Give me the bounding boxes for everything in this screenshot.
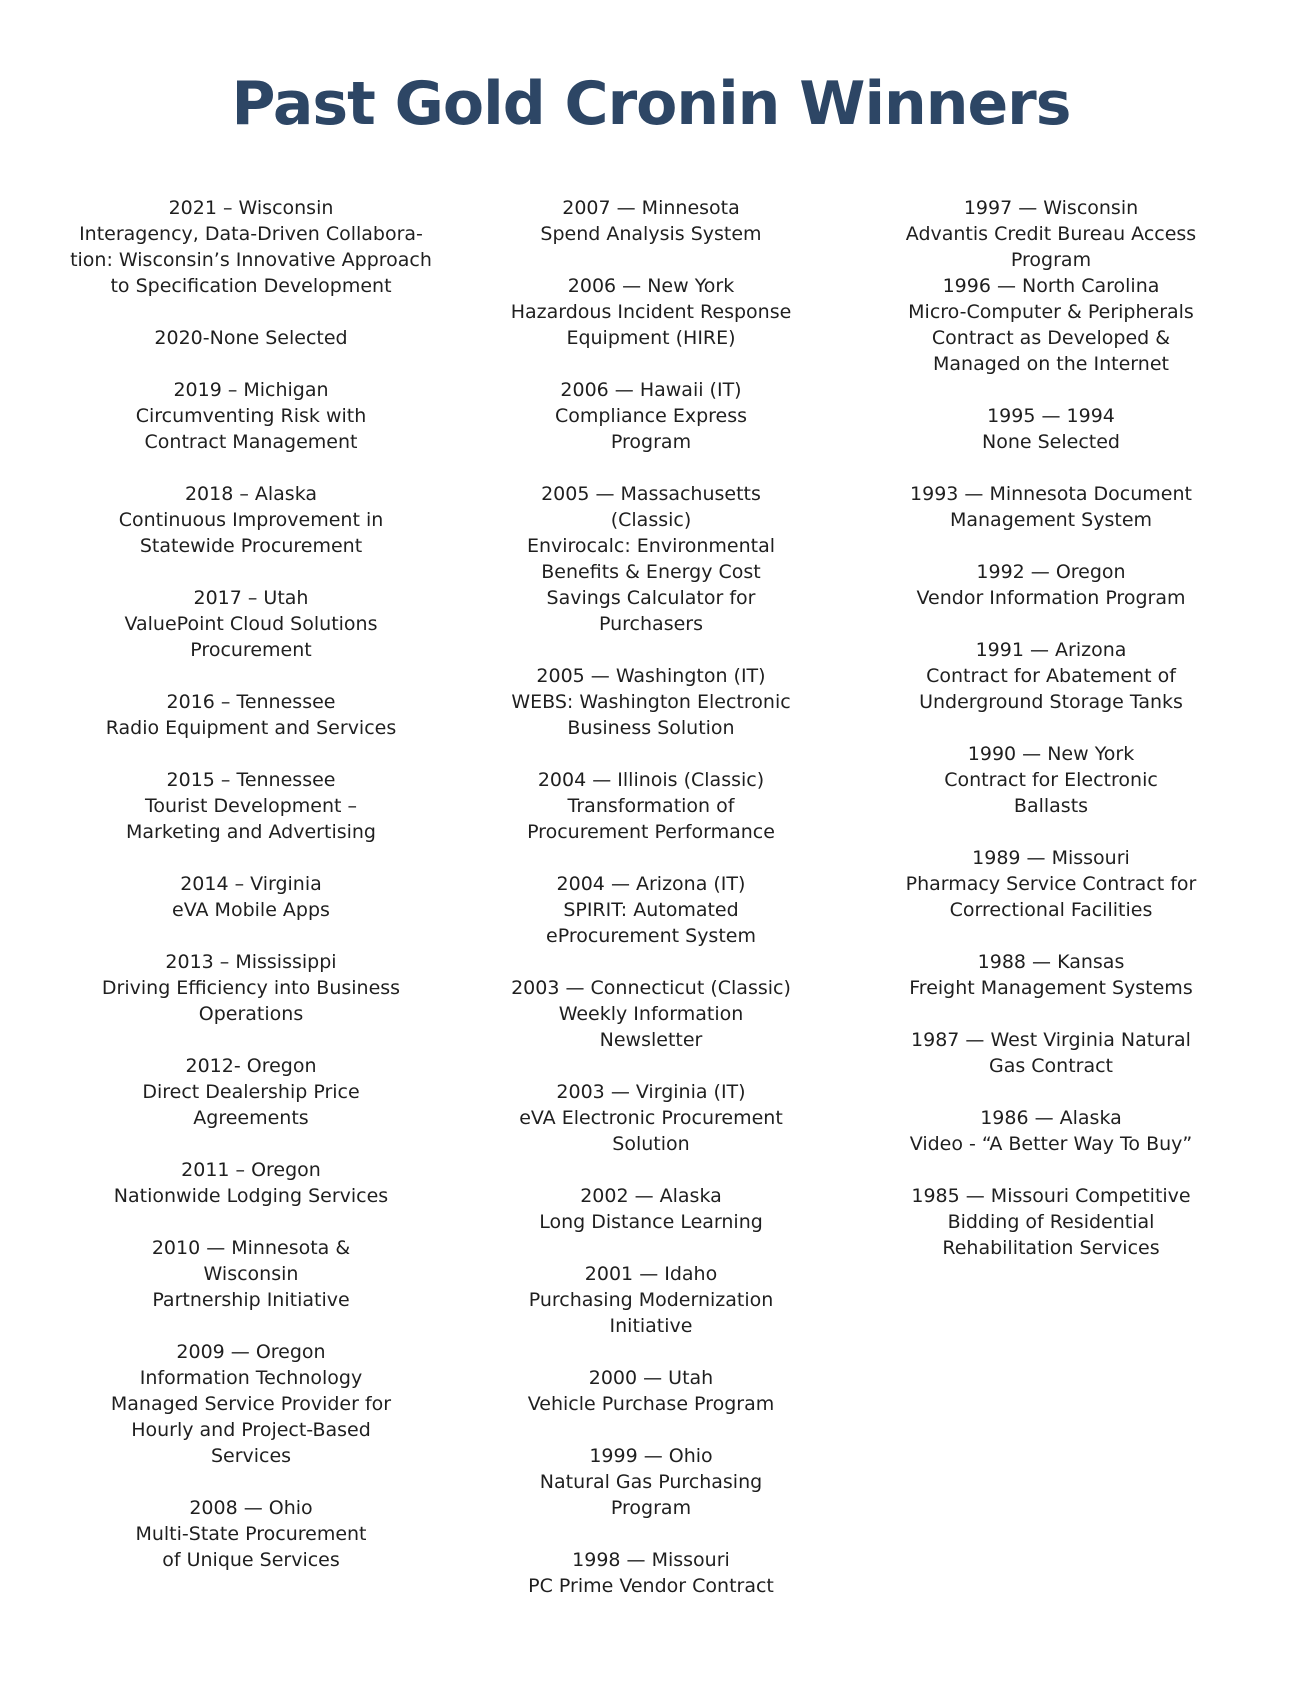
winner-project-line: eVA Electronic Procurement bbox=[519, 1107, 783, 1129]
winner-project-line: Vendor Information Program bbox=[916, 587, 1186, 609]
winner-project-line: Program bbox=[1010, 249, 1092, 271]
winner-year-state: 2011 – Oregon bbox=[181, 1159, 321, 1181]
winner-entry bbox=[851, 559, 1251, 611]
winner-entry bbox=[451, 871, 851, 949]
winner-project-line: Video - “A Better Way To Buy” bbox=[909, 1133, 1193, 1155]
winner-project-line: eProcurement System bbox=[546, 925, 756, 947]
winner-project-line: Contract as Developed & bbox=[931, 327, 1171, 349]
winner-year-state: 2007 — Minnesota bbox=[562, 197, 740, 219]
winner-year-state: 2012- Oregon bbox=[185, 1055, 317, 1077]
winner-year-state: 2006 — Hawaii (IT) bbox=[560, 379, 742, 401]
winner-project-line: SPIRIT: Automated bbox=[563, 899, 739, 921]
winner-year-state: 2006 — New York bbox=[567, 275, 735, 297]
winners-column-1 bbox=[51, 195, 451, 1599]
winner-project-line: Wisconsin bbox=[203, 1263, 299, 1285]
winner-project-line: Purchasing Modernization bbox=[528, 1289, 774, 1311]
winner-project-line: Managed Service Provider for bbox=[110, 1393, 392, 1415]
winner-project-line: Solution bbox=[612, 1133, 690, 1155]
winner-project-line: Ballasts bbox=[1013, 795, 1089, 817]
winner-entry bbox=[851, 403, 1251, 455]
winner-entry bbox=[51, 949, 451, 1027]
winner-entry bbox=[451, 1443, 851, 1521]
winner-project-line: Business Solution bbox=[567, 717, 735, 739]
winner-project-line: Program bbox=[610, 431, 692, 453]
winner-project-line: Driving Efficiency into Business bbox=[101, 977, 401, 999]
winner-project-line: Contract for Abatement of bbox=[926, 665, 1176, 687]
winner-year-state: 2004 — Arizona (IT) bbox=[556, 873, 746, 895]
winner-year-state: 2018 – Alaska bbox=[184, 483, 318, 505]
winner-project-line: Interagency, Data-Driven Collabora- bbox=[79, 223, 423, 245]
winner-year-state: 1997 — Wisconsin bbox=[963, 197, 1139, 219]
winner-project-line: eVA Mobile Apps bbox=[172, 899, 330, 921]
winner-project-line: Multi-State Procurement bbox=[135, 1523, 367, 1545]
winner-entry bbox=[51, 1495, 451, 1573]
winner-entry bbox=[451, 767, 851, 845]
page-title: Past Gold Cronin Winners bbox=[231, 69, 1071, 139]
winner-project-line: Program bbox=[610, 1497, 692, 1519]
winner-project-line: Purchasers bbox=[599, 613, 703, 635]
winner-entry bbox=[451, 481, 851, 637]
winner-entry bbox=[51, 767, 451, 845]
winner-entry bbox=[451, 1183, 851, 1235]
winner-entry bbox=[451, 377, 851, 455]
winner-year-state: 2017 – Utah bbox=[193, 587, 309, 609]
winner-year-state: 2009 — Oregon bbox=[176, 1341, 326, 1363]
winner-year-state: 2020-None Selected bbox=[154, 327, 348, 349]
winner-entry bbox=[851, 195, 1251, 377]
winner-project-line: Procurement bbox=[190, 639, 312, 661]
winner-project-line: Correctional Facilities bbox=[949, 899, 1153, 921]
winner-entry bbox=[851, 1183, 1251, 1261]
winner-project-line: Transformation of bbox=[567, 795, 735, 817]
winner-entry bbox=[451, 663, 851, 741]
winner-project-line: Long Distance Learning bbox=[539, 1211, 763, 1233]
winner-project-line: Managed on the Internet bbox=[933, 353, 1169, 375]
winner-year-state: 1991 — Arizona bbox=[975, 639, 1127, 661]
winner-year-state: 2010 — Minnesota & bbox=[151, 1237, 351, 1259]
winner-year-state: 2013 – Mississippi bbox=[165, 951, 337, 973]
winner-entry bbox=[51, 1053, 451, 1131]
winner-entry bbox=[51, 377, 451, 455]
winner-entry bbox=[851, 949, 1251, 1001]
winner-year-state: 1998 — Missouri bbox=[572, 1549, 730, 1571]
winner-entry bbox=[451, 1079, 851, 1157]
winner-entry bbox=[451, 195, 851, 247]
winner-year-state: 1989 — Missouri bbox=[972, 847, 1130, 869]
winner-year-state: 2015 – Tennessee bbox=[166, 769, 336, 791]
winner-year-state: 2019 – Michigan bbox=[173, 379, 329, 401]
winner-project-line: Tourist Development – bbox=[145, 795, 357, 817]
winner-year-state: 2000 — Utah bbox=[588, 1367, 714, 1389]
winner-entry bbox=[851, 1027, 1251, 1079]
winner-project-line: Statewide Procurement bbox=[139, 535, 363, 557]
winner-year-state: 1995 — 1994 bbox=[987, 405, 1115, 427]
winner-year-state: 1993 — Minnesota Document bbox=[910, 483, 1192, 505]
winner-entry bbox=[851, 845, 1251, 923]
winner-year-state: 1988 — Kansas bbox=[977, 951, 1125, 973]
winner-project-line: Radio Equipment and Services bbox=[105, 717, 397, 739]
winner-entry bbox=[51, 481, 451, 559]
winner-project-line: Circumventing Risk with bbox=[135, 405, 367, 427]
winner-project-line: to Specification Development bbox=[110, 275, 392, 297]
winner-year-state: 2002 — Alaska bbox=[580, 1185, 722, 1207]
winner-year-state: 1985 — Missouri Competitive bbox=[911, 1185, 1191, 1207]
winner-project-line: Marketing and Advertising bbox=[126, 821, 376, 843]
winner-project-line: WEBS: Washington Electronic bbox=[511, 691, 791, 713]
winner-entry bbox=[51, 871, 451, 923]
winner-year-state: 2003 — Virginia (IT) bbox=[556, 1081, 746, 1103]
winner-year-state: 1986 — Alaska bbox=[980, 1107, 1122, 1129]
winners-column-2 bbox=[451, 195, 851, 1625]
winner-project-line: Freight Management Systems bbox=[909, 977, 1193, 999]
winner-project-line: Management System bbox=[949, 509, 1153, 531]
winner-project-line: Benefits & Energy Cost bbox=[541, 561, 761, 583]
winner-year-state: 2001 — Idaho bbox=[584, 1263, 718, 1285]
winner-project-line: Equipment (HIRE) bbox=[566, 327, 736, 349]
winner-year-state: 2014 – Virginia bbox=[180, 873, 322, 895]
winner-project-line: Nationwide Lodging Services bbox=[113, 1185, 389, 1207]
winner-project-line: tion: Wisconsin’s Innovative Approach bbox=[70, 249, 432, 271]
winner-year-state: 1987 — West Virginia Natural bbox=[911, 1029, 1191, 1051]
winner-project-line: Initiative bbox=[609, 1315, 693, 1337]
winners-column-3 bbox=[851, 195, 1251, 1287]
winner-project-line: Information Technology bbox=[139, 1367, 363, 1389]
winner-project-line: Partnership Initiative bbox=[152, 1289, 350, 1311]
winner-project-line: Savings Calculator for bbox=[546, 587, 756, 609]
winner-entry bbox=[851, 1105, 1251, 1157]
winner-project-line: Micro-Computer & Peripherals bbox=[908, 301, 1194, 323]
winner-project-line: Compliance Express bbox=[554, 405, 748, 427]
winner-year-state: 2016 – Tennessee bbox=[166, 691, 336, 713]
winner-year-state: 2021 – Wisconsin bbox=[168, 197, 334, 219]
winner-entry bbox=[451, 975, 851, 1053]
winner-project-line: Envirocalc: Environmental bbox=[526, 535, 776, 557]
winner-project-line: Direct Dealership Price bbox=[142, 1081, 360, 1103]
winner-project-line: (Classic) bbox=[610, 509, 692, 531]
winner-year-state: 1990 — New York bbox=[967, 743, 1135, 765]
winner-entry bbox=[51, 195, 451, 299]
winner-entry bbox=[51, 1339, 451, 1469]
winner-project-line: Services bbox=[210, 1445, 292, 1467]
winner-entry bbox=[51, 689, 451, 741]
winner-year-state: 2005 — Massachusetts bbox=[541, 483, 761, 505]
winner-entry bbox=[451, 273, 851, 351]
winner-project-line: None Selected bbox=[982, 431, 1120, 453]
winner-project-line: of Unique Services bbox=[162, 1549, 340, 1571]
winner-entry bbox=[451, 1547, 851, 1599]
winner-entry bbox=[51, 1235, 451, 1313]
winner-project-line: Pharmacy Service Contract for bbox=[905, 873, 1197, 895]
winner-entry bbox=[51, 1157, 451, 1209]
winner-project-line: Procurement Performance bbox=[527, 821, 775, 843]
winner-project-line: Vehicle Purchase Program bbox=[527, 1393, 775, 1415]
winner-project-line: Bidding of Residential bbox=[947, 1211, 1155, 1233]
winner-entry bbox=[451, 1365, 851, 1417]
winner-year-state: 2008 — Ohio bbox=[189, 1497, 313, 1519]
winner-project-line: Agreements bbox=[193, 1107, 309, 1129]
winner-year-state: 2004 — Illinois (Classic) bbox=[537, 769, 765, 791]
winner-entry bbox=[851, 481, 1251, 533]
winner-project-line: Gas Contract bbox=[988, 1055, 1114, 1077]
winner-project-line: 1996 — North Carolina bbox=[942, 275, 1160, 297]
winner-project-line: ValuePoint Cloud Solutions bbox=[124, 613, 378, 635]
winner-project-line: Hourly and Project-Based bbox=[131, 1419, 371, 1441]
winner-year-state: 2005 — Washington (IT) bbox=[536, 665, 766, 687]
winner-entry bbox=[51, 585, 451, 663]
winner-project-line: Newsletter bbox=[599, 1029, 703, 1051]
winner-project-line: Spend Analysis System bbox=[540, 223, 762, 245]
winner-project-line: Continuous Improvement in bbox=[118, 509, 384, 531]
winner-project-line: Rehabilitation Services bbox=[942, 1237, 1160, 1259]
winner-project-line: PC Prime Vendor Contract bbox=[528, 1575, 774, 1597]
winner-project-line: Underground Storage Tanks bbox=[919, 691, 1183, 713]
winner-year-state: 2003 — Connecticut (Classic) bbox=[511, 977, 791, 999]
winner-entry bbox=[851, 637, 1251, 715]
winner-project-line: Contract for Electronic bbox=[944, 769, 1158, 791]
winner-year-state: 1992 — Oregon bbox=[976, 561, 1126, 583]
winner-project-line: Natural Gas Purchasing bbox=[539, 1471, 763, 1493]
winner-entry bbox=[851, 741, 1251, 819]
winner-project-line: Weekly Information bbox=[558, 1003, 744, 1025]
winner-project-line: Advantis Credit Bureau Access bbox=[905, 223, 1197, 245]
winner-project-line: Operations bbox=[198, 1003, 304, 1025]
winner-project-line: Hazardous Incident Response bbox=[510, 301, 792, 323]
winner-entry bbox=[51, 325, 451, 351]
winner-entry bbox=[451, 1261, 851, 1339]
winner-year-state: 1999 — Ohio bbox=[589, 1445, 713, 1467]
winner-project-line: Contract Management bbox=[144, 431, 358, 453]
